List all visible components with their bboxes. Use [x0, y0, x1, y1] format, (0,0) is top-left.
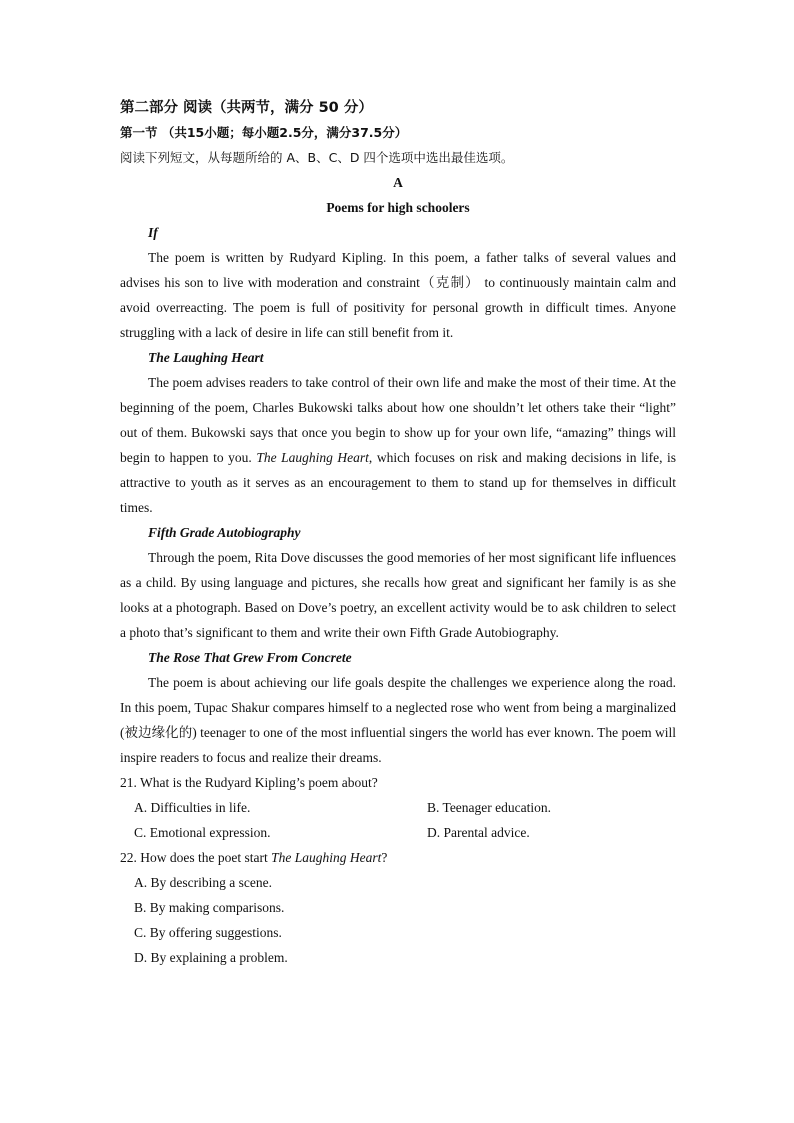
answer-option: D. Parental advice.	[427, 825, 530, 840]
question-stem: 21. What is the Rudyard Kipling’s poem about?	[120, 775, 378, 790]
question-options	[120, 795, 676, 845]
passage-title: Poems for high schoolers	[326, 200, 470, 215]
answer-option: B. Teenager education.	[427, 800, 552, 815]
answer-option: A. By describing a scene.	[134, 875, 272, 890]
question-stem: 22. How does the poet start The Laughing Heart?	[120, 850, 388, 865]
poem-title: The Laughing Heart	[148, 350, 264, 365]
poem-description: Through the poem, Rita Dove discusses the good memories of her most significant life influences as a child. By using language and pictures, she recalls how great and significant her family is as she looks at a photograph. Based on Dove’s poetry, an excellent activity would be to ask children to select a photo that’s significant to them and write their own Fifth Grade Autobiography.	[120, 550, 676, 640]
instruction: 阅读下列短文，从每题所给的 A、B、C、D 四个选项中选出最佳选项。	[120, 150, 514, 165]
part-title: 第二部分 阅读（共两节，满分 50 分）	[120, 100, 373, 116]
section-title: 第一节 （共15小题；每小题2.5分，满分37.5分）	[120, 125, 408, 140]
answer-option: A. Difficulties in life.	[134, 800, 251, 815]
poem-description: The poem is written by Rudyard Kipling. In this poem, a father talks of several values and advises his son to live with moderation and constraint（克制） to continuously maintain calm and avoid overreacting. The poem is full of positivity for personal growth in difficult times. Anyone struggling with a lack of desire in life can still benefit from it.	[120, 250, 676, 340]
poem-description: The poem is about achieving our life goals despite the challenges we experience along the road. In this poem, Tupac Shakur compares himself to a neglected rose who went from being a marginalized (被边缘化的) teenager to one of the most influential singers the world has ever known. The poem will inspire readers to focus and realize their dreams.	[120, 675, 676, 765]
answer-option: C. By offering suggestions.	[134, 925, 282, 940]
exam-page	[120, 96, 676, 970]
poem-title: The Rose That Grew From Concrete	[148, 650, 352, 665]
answer-option: B. By making comparisons.	[134, 900, 285, 915]
poem-title: Fifth Grade Autobiography	[148, 525, 301, 540]
poem-title-inline: The Laughing Heart	[271, 850, 382, 865]
poem-title: If	[148, 225, 158, 240]
poem-title-inline: The Laughing Heart	[256, 450, 369, 465]
answer-option: C. Emotional expression.	[134, 825, 271, 840]
passage-label: A	[393, 175, 403, 190]
poem-description: The poem advises readers to take control of their own life and make the most of their time. At the beginning of the poem, Charles Bukowski talks about how one shouldn’t let others take their “light” out of them. Bukowski says that once you begin to show up for your own life, “amazing” things will begin to happen to you. The Laughing Heart, which focuses on risk and making decisions in life, is attractive to youth as it serves as an encouragement to them to stand up for themselves in difficult times.	[120, 375, 677, 515]
answer-option: D. By explaining a problem.	[134, 950, 288, 965]
